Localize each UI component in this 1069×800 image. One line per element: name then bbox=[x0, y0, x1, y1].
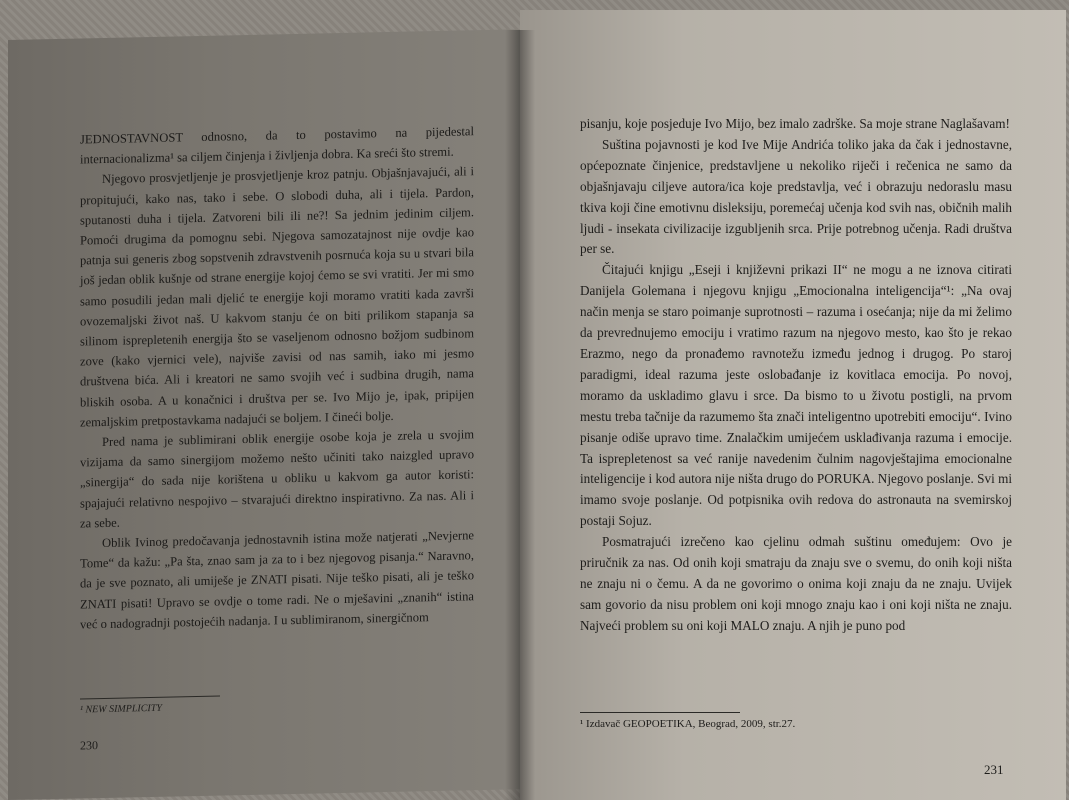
paragraph: Njegovo prosvjetljenje je prosvjetljenje kroz patnju. Objašnjavajući, ali i propitujući, kako nas, tako i sebe. O slobodi duha, ali i tijela. Pardon, sputanosti duha i tijela. Zatvoreni bili ili ne?! Sa jednim jedinim ciljem. Pomoći drugima da pomognu sebi. Njegova samozatajnost nije ovdje kao patnja sui generis zbog sopstvenih zdravstvenih posrnuća koja su u stvari bila još jedan oblik kušnje od strane energije kojoj ćemo se svi vratiti. Jer mi smo samo posudili jedan mali djelić te energije koji moramo vratiti kada završi ovozemaljski život naš. U kakvom stanju će on biti prilikom stapanja sa silinom isprepletenih energija što se vaseljenom odnosno božjom sudbinom zove (kako vjernici vele), najviše zavisi od nas samih, iako mi jesmo društvena bića. Ali i kreatori ne samo svojih već i sudbina drugih, nama bliskih osoba. A u konačnici i društva per se. Ivo Mijo je, ipak, pripijen zemaljskim pretpostavkama nadajući se boljem. I čineći bolje. bbox=[80, 164, 474, 430]
paragraph: Posmatrajući izrečeno kao cjelinu odmah suštinu omeđujem: Ovo je priručnik za nas. Od onih koji smatraju da znaju sve o svemu, do onih koji ništa ne znaju ni o čemu. A da ne govorimo o onima koji znaju da ne znaju. Uvijek sam govorio da nisu problem oni koji mnogo znaju kao i oni koji ništa ne znaju. Najveći problem su oni koji MALO znaju. A njih je puno pod bbox=[580, 534, 1012, 633]
page-number: 231 bbox=[984, 762, 1004, 777]
left-page-text bbox=[80, 121, 474, 634]
left-page bbox=[8, 29, 520, 800]
right-page bbox=[520, 10, 1066, 800]
paragraph: pisanju, koje posjeduje Ivo Mijo, bez imalo zadrške. Sa moje strane Naglašavam! bbox=[580, 116, 1010, 131]
footnote-divider bbox=[580, 712, 740, 713]
footnote: ¹ Izdavač GEOPOETIKA, Beograd, 2009, str.27. bbox=[580, 718, 796, 730]
footnote-divider bbox=[80, 696, 220, 700]
footnote: ¹ NEW SIMPLICITY bbox=[80, 702, 162, 716]
paragraph: Oblik Ivinog predočavanja jednostavnih istina može natjerati „Nevjerne Tome“ da kažu: „Pa šta, znao sam ja za to i bez njegovog pisanja.“ Naravno, da je sve poznato, ali umiješe je ZNATI pisati. Nije teško pisati, ali je teško ZNATI pisati! Upravo se ovdje o tome radi. Ne o mješavini „znanih“ istina već o nadogradnji postojećih nadanja. I u sublimiranom, sinergičnom bbox=[80, 528, 474, 632]
page-number: 230 bbox=[80, 738, 98, 753]
paragraph: Suština pojavnosti je kod Ive Mije Andrića toliko jaka da čak i jednostavne, općepoznate činjenice, predstavljene u nekoliko riječi i rečenica ne samo da objašnjavaju ciljeve autora/ica koje predstavlja, već i obrazuju nedoraslu masu tkiva koji čine emotivnu disleksiju, poremećaj učenja kod svih nas, običnih malih ljudi - insekata civilizacije izgubljenih srca. Prije potrebnog učenja. Radi društva per se. bbox=[580, 136, 1012, 257]
right-page-text bbox=[580, 114, 1012, 637]
paragraph: Čitajući knjigu „Eseji i književni prikazi II“ ne mogu a ne iznova citirati Danijela Golemana i njegovu knjigu „Emocionalna inteligencija“¹: „Na ovaj način menja se staro poimanje suprotnosti – razuma i osećanja; nije da mi želimo da prevrednujemo emociju i vratimo razum na njegovo mesto, kao što je rekao Erazmo, nego da pronađemo ravnotežu između jednog i drugog. Po staroj paradigmi, ideal razuma jeste oslobađanje iz kovitlaca emocija. Po novoj, moramo da uskladimo glavu i srce. Da bismo to u životu postigli, na prvom mestu treba tačnije da razumemo šta znači inteligentno upotrebiti emociju“. Ivino pisanje odiše upravo time. Znalačkim umijećem usklađivanja razuma i emocije. Ta isprepletenost sa već ranije navedenim čulnim nagovještajima emocionalne inteligencije i kod autora nije ništa drugo do PORUKA. Njegovo poslanje. Svi mi imamo svoje poslanje. Od potpisnika ovih redova do astronauta na svemirskoj postaji Sojuz. bbox=[580, 262, 1012, 529]
paragraph: JEDNOSTAVNOST odnosno, da to postavimo na pijedestal internacionalizma¹ sa ciljem činjenja i življenja dobra. Ka sreći što stremi. bbox=[80, 124, 474, 167]
paragraph: Pred nama je sublimirani oblik energije osobe koja je zrela u svojim vizijama da samo sinergijom možemo nešto učiniti tako naizgled upravo „sinergija“ do sada nije korištena u obliku u kakvom ga autor koristi: spajajući relativno nespojivo – stvarajući direktno inspirativno. Za nas. Ali i za sebe. bbox=[80, 427, 474, 531]
